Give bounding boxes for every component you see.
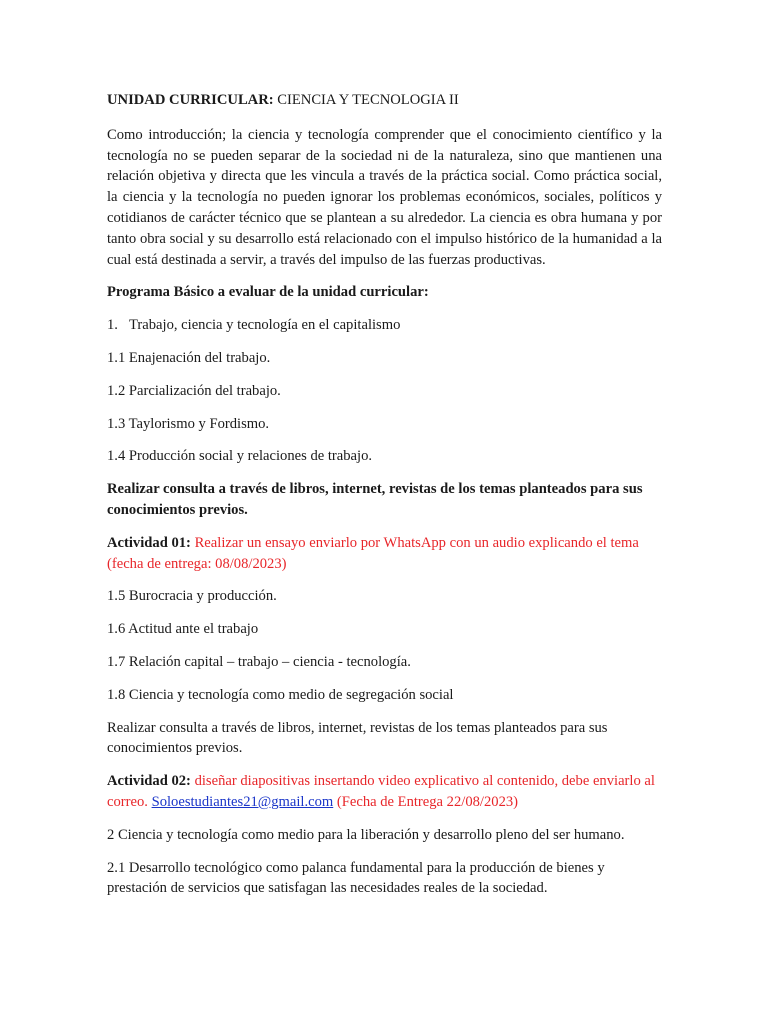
topic-2: 2 Ciencia y tecnología como medio para la liberación y desarrollo pleno del ser humano. [107,826,625,843]
activity-02-deadline: (Fecha de Entrega 22/08/2023) [333,793,519,810]
list-item: 1.3 Taylorismo y Fordismo. [107,415,270,432]
intro-paragraph: Como introducción; la ciencia y tecnología comprender que el conocimiento científico y la tecnología no se pueden separar de la sociedad ni de la naturaleza, sino que mantienen una relación objetiva y directa que les vincula a través de la práctica social. Como práctica social, la ciencia y la tecnología no pueden ignorar los problemas económicos, sociales, políticos y cotidianos de carácter técnico que se plantean a su alrededor. La ciencia es obra humana y por tanto obra social y su desarrollo está relacionado con el impulso histórico de la humanidad a la cual está destinada a servir, a través del impulso de las fuerzas productivas. [107,126,662,268]
list-item: 1.1 Enajenación del trabajo. [107,349,271,366]
course-heading [107,90,662,111]
activity-02-text: diseñar diapositivas insertando video explicativo al contenido, debe enviarlo al correo. [107,773,655,810]
activity-02 [107,771,662,813]
list-item: 1.5 Burocracia y producción. [107,588,277,605]
email-link[interactable]: Soloestudiantes21@gmail.com [151,793,334,810]
activity-01-text: Realizar un ensayo enviarlo por WhatsApp con un audio explicando el tema (fecha de entrega: 08/08/2023) [107,534,639,572]
activity-02-label: Actividad 02: [107,773,191,790]
program-heading: Programa Básico a evaluar de la unidad curricular: [107,284,429,301]
consulta-instruction: Realizar consulta a través de libros, internet, revistas de los temas planteados para sus conocimientos previos. [107,719,608,757]
list-item: 2.1 Desarrollo tecnológico como palanca fundamental para la producción de bienes y prestación de servicios que satisfagan las necesidades reales de la sociedad. [107,859,605,897]
activity-01 [107,533,662,575]
topic-1-number: 1. [107,317,118,334]
list-item: 1.6 Actitud ante el trabajo [107,621,259,638]
course-label: UNIDAD CURRICULAR: [107,92,274,108]
list-item: 1.7 Relación capital – trabajo – ciencia - tecnología. [107,653,411,670]
list-item: 1.2 Parcialización del trabajo. [107,382,281,399]
list-item: 1.8 Ciencia y tecnología como medio de segregación social [107,686,454,703]
topic-1-title: Trabajo, ciencia y tecnología en el capitalismo [129,317,401,334]
consulta-instruction-bold: Realizar consulta a través de libros, internet, revistas de los temas planteados para sus conocimientos previos. [107,481,643,518]
topic-1 [107,315,662,336]
course-subject: CIENCIA Y TECNOLOGIA II [273,92,459,108]
document-page [107,90,662,911]
activity-01-label: Actividad 01: [107,534,191,551]
list-item: 1.4 Producción social y relaciones de trabajo. [107,448,373,465]
